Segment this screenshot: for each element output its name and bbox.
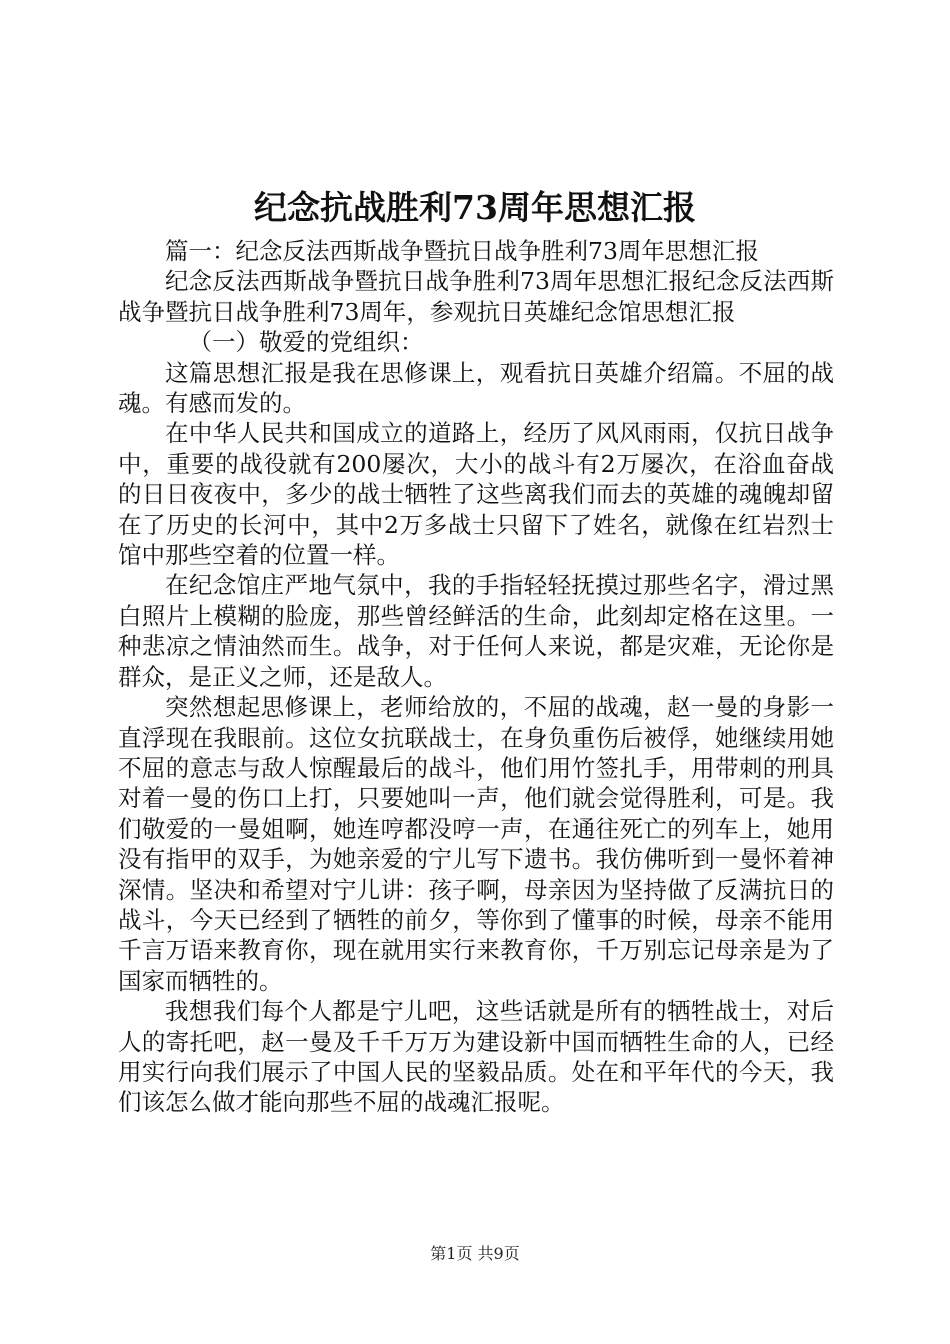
document-title: 纪念抗战胜利73周年思想汇报 — [254, 188, 696, 227]
paragraph-body: 在纪念馆庄严地气氛中，我的手指轻轻抚摸过那些名字，滑过黑白照片上模糊的脸庞，那些曾经鲜活的生命，此刻却定格在这里。一种悲凉之情油然而生。战争，对于任何人来说，都是灾难，无论你是群众，是正义之师，还是敌人。 — [118, 571, 834, 691]
document-body — [118, 236, 834, 1118]
paragraph-body: 在中华人民共和国成立的道路上，经历了风风雨雨，仅抗日战争中，重要的战役就有200屡次，大小的战斗有2万屡次，在浴血奋战的日日夜夜中，多少的战士牺牲了这些离我们而去的英雄的魂魄却留在了历史的长河中，其中2万多战士只留下了姓名，就像在红岩烈士馆中那些空着的位置一样。 — [118, 419, 834, 570]
paragraph-intro: 纪念反法西斯战争暨抗日战争胜利73周年思想汇报纪念反法西斯战争暨抗日战争胜利73周年，参观抗日英雄纪念馆思想汇报 — [118, 267, 834, 326]
paragraph-body: 这篇思想汇报是我在思修课上，观看抗日英雄介绍篇。不屈的战魂。有感而发的。 — [118, 358, 834, 418]
page-number-footer: 第1页 共9页 — [430, 1244, 520, 1263]
paragraph-heading: 篇一：纪念反法西斯战争暨抗日战争胜利73周年思想汇报 — [165, 237, 759, 265]
paragraph-body: 突然想起思修课上，老师给放的，不屈的战魂，赵一曼的身影一直浮现在我眼前。这位女抗联战士，在身负重伤后被俘，她继续用她不屈的意志与敌人惊醒最后的战斗，他们用竹签扎手，用带刺的刑具对着一曼的伤口上打，只要她叫一声，他们就会觉得胜利，可是。我们敬爱的一曼姐啊，她连哼都没哼一声，在通往死亡的列车上，她用没有指甲的双手，为她亲爱的宁儿写下遗书。我仿佛听到一曼怀着神深情。坚决和希望对宁儿讲：孩子啊，母亲因为坚持做了反满抗日的战斗，今天已经到了牺牲的前夕，等你到了懂事的时候，母亲不能用千言万语来教育你，现在就用实行来教育你，千万别忘记母亲是为了国家而牺牲的。 — [118, 693, 834, 995]
paragraph-body: 我想我们每个人都是宁儿吧，这些话就是所有的牺牲战士，对后人的寄托吧，赵一曼及千千万万为建设新中国而牺牲生命的人，已经用实行向我们展示了中国人民的坚毅品质。处在和平年代的今天，我们该怎么做才能向那些不屈的战魂汇报呢。 — [118, 997, 834, 1117]
paragraph-salutation: （一）敬爱的党组织： — [188, 328, 424, 357]
